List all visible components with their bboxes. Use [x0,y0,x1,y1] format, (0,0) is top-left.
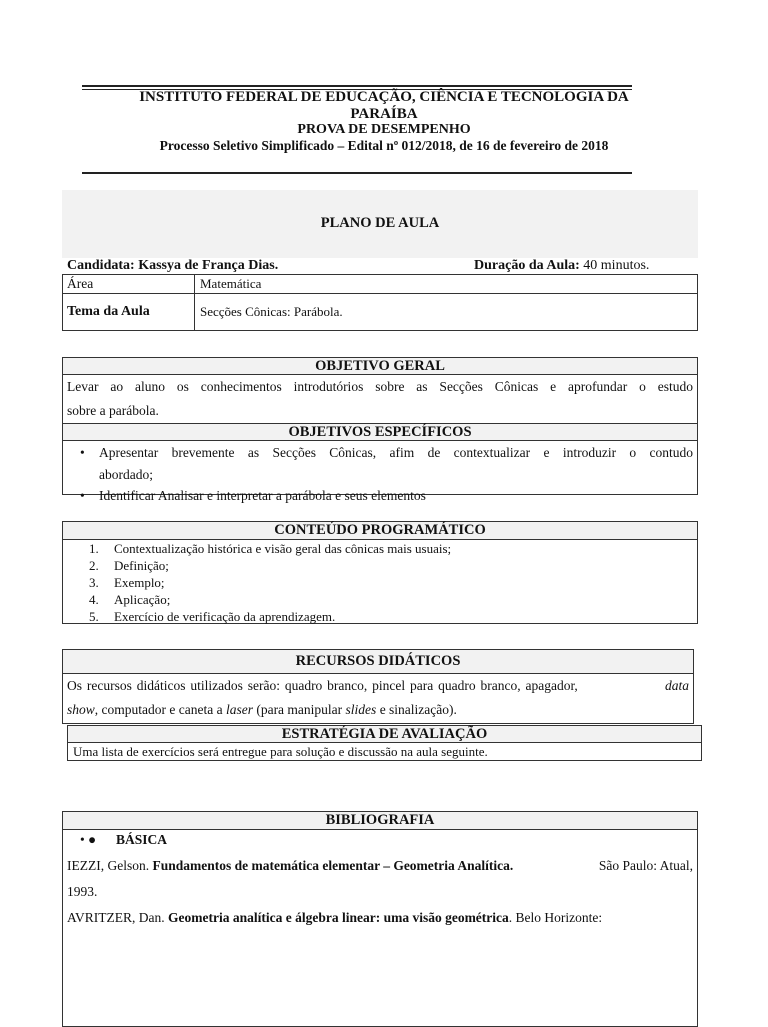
general-objective-title: OBJETIVO GERAL [63,358,697,375]
content-item: 5. Exercício de verificação da aprendizagem. [89,609,336,624]
specific-objectives-list [63,441,697,505]
resources-box [62,649,694,724]
info-table [62,274,698,331]
specific-objective-1-line1: • Apresentar brevemente as Secções Cônicas, afim de contextualizar e introduzir o contudo [99,445,693,460]
general-objective-text [63,375,697,423]
specific-objective-item [67,441,693,465]
evaluation-box [67,725,702,761]
bibliography-content [63,830,697,931]
content-item: 2. Definição; [89,558,169,573]
area-value: Matemática [200,276,262,291]
theme-label: Tema da Aula [67,304,150,319]
edital-line: Processo Seletivo Simplificado – Edital nº 012/2018, de 16 de fevereiro de 2018 [159,138,609,153]
content-box [62,521,698,624]
info-table-col-divider [194,275,195,330]
exam-title: PROVA DE DESEMPENHO [297,122,471,137]
plan-title: PLANO DE AULA [320,215,440,231]
candidate-line [67,258,278,274]
institution-name-line2: PARAÍBA [350,106,418,122]
content-item: 3. Exemplo; [89,575,165,590]
duration-label: Duração da Aula: [474,258,580,273]
content-item: 4. Aplicação; [89,592,171,607]
info-table-row-divider [63,293,697,294]
duration-line [474,258,649,274]
evaluation-text: Uma lista de exercícios será entregue para solução e discussão na aula seguinte. [73,744,488,759]
area-label: Área [67,276,94,291]
general-objective-line2: sobre a parábola. [67,403,159,418]
institution-name-line1: INSTITUTO FEDERAL DE EDUCAÇÃO, CIÊNCIA E TECNOLOGIA DA [139,89,629,105]
reference-1-line2: 1993. [67,884,98,899]
specific-objective-2: Identificar Analisar e interpretar a parábola e seus elementos [99,488,426,503]
specific-objective-item [67,487,693,505]
resources-title: RECURSOS DIDÁTICOS [63,650,693,674]
reference-2-line1: AVRITZER, Dan. Geometria analítica e álgebra linear: uma visão geométrica. Belo Horizonte: [67,910,603,925]
specific-objectives-title: OBJETIVOS ESPECÍFICOS [63,423,697,441]
basic-bibliography-heading: • ● BÁSICA [67,830,693,850]
specific-objective-1-line2: abordado; [99,467,153,482]
bibliography-title: BIBLIOGRAFIA [63,812,697,830]
objectives-box [62,357,698,503]
theme-value: Secções Cônicas: Parábola. [200,304,343,319]
header-bottom-rule [82,172,632,174]
candidate-name: Kassya de França Dias. [138,258,279,273]
general-objective-line1: Levar ao aluno os conhecimentos introdutórios sobre as Secções Cônicas e aprofundar o estudo [67,379,693,394]
reference-1-line1: IEZZI, Gelson. Fundamentos de matemática elementar – Geometria Analítica. São Paulo: Atual, [67,858,693,873]
duration-value: 40 minutos. [583,258,650,273]
resources-line2: show, computador e caneta a laser (para manipular slides e sinalização). [67,702,457,717]
content-title: CONTEÚDO PROGRAMÁTICO [63,522,697,540]
content-item: 1. Contextualização histórica e visão geral das cônicas mais usuais; [89,541,452,556]
resources-text [63,674,693,722]
bibliography-box [62,811,698,1027]
resources-line1: Os recursos didáticos utilizados serão: quadro branco, pincel para quadro branco, apagador, data [67,678,689,693]
plan-title-panel [62,190,698,258]
evaluation-title: ESTRATÉGIA DE AVALIAÇÃO [68,726,701,743]
header-top-double-rule-1 [82,85,632,87]
content-list [63,540,697,625]
candidate-label: Candidata: [67,258,135,273]
